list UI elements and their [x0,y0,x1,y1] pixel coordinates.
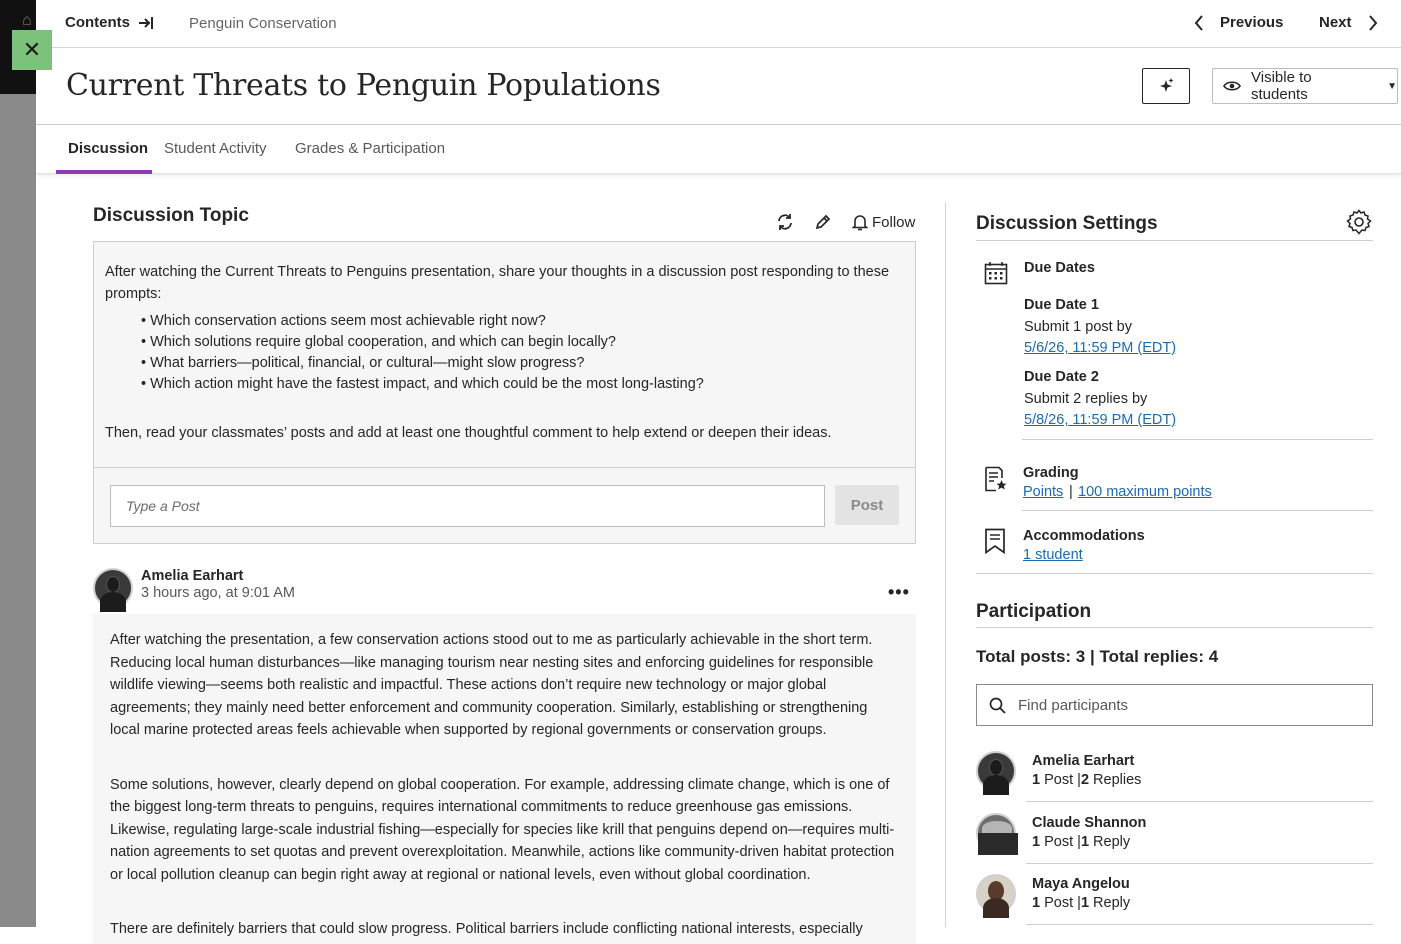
reply-count: 1 [1080,895,1090,911]
divider [1022,439,1373,440]
divider [1026,863,1373,864]
grading-points-link[interactable]: Points [1023,484,1064,500]
list-item: • What barriers—political, financial, or cultural—might slow progress? [141,353,904,374]
participant-row[interactable] [976,874,1373,934]
chevron-left-icon [1194,15,1204,31]
reply-paragraph: There are definitely barriers that could slow progress. Political barriers include conflicting national interests, especially [110,921,863,937]
sparkle-icon [1157,77,1175,95]
avatar-head [989,759,1003,776]
participant-row[interactable] [976,813,1373,873]
reply-count: 1 [1080,834,1090,850]
title-bar [36,48,1401,125]
divider [1026,801,1373,802]
post-count: 1 [1032,895,1041,911]
participation-heading: Participation [976,601,1092,622]
divider [976,240,1373,241]
chevron-right-icon [1368,15,1378,31]
tab-bar [36,125,1401,174]
find-participants-input[interactable] [976,684,1373,726]
top-navigation-bar [36,0,1401,48]
post-label: Post [1044,895,1074,911]
avatar[interactable] [976,813,1016,853]
participant-stats [1032,834,1130,850]
accommodations-link[interactable]: 1 student [1023,547,1083,563]
accommodations-label: Accommodations [1023,528,1145,544]
post-count: 1 [1032,834,1041,850]
topic-card [93,241,916,544]
participant-name[interactable]: Maya Angelou [1032,876,1130,892]
follow-button[interactable] [852,214,915,231]
post-composer [94,467,915,544]
column-divider [945,202,946,927]
list-item: • Which action might have the fastest impact, and which could be the most long-lasting? [141,374,904,395]
discussion-panel [36,0,1401,937]
bookmark-icon [984,528,1006,554]
post-button[interactable]: Post [835,485,899,525]
grading-icon [984,466,1008,492]
topic-intro: After watching the Current Threats to Penguins presentation, share your thoughts in a discussion post responding to these prompts: [105,264,890,302]
separator: | [1069,484,1073,500]
active-tab-indicator [56,170,152,174]
tab-discussion[interactable]: Discussion [68,140,149,157]
separator: | [1077,772,1081,788]
more-options-icon[interactable]: ••• [888,582,910,602]
refresh-icon[interactable] [776,213,794,231]
next-label: Next [1319,14,1352,31]
avatar-body [100,592,126,612]
due-dates-label: Due Dates [1024,260,1095,276]
visibility-label: Visible to students [1251,69,1312,103]
post-count: 1 [1032,772,1041,788]
reply-author[interactable]: Amelia Earhart [141,568,244,584]
reply-paragraph: Some solutions, however, clearly depend on global cooperation. For example, addressing climate change, which is one of the biggest long-term threats to penguins, requires international commitments to reduce greenhouse gas emissions. Likewise, regulating large-scale industrial fishing—especially for species like krill that penguins depend on—requires multi-nation agreements to set quotas and prevent overexploitation. Meanwhile, actions like community-driven habitat protection or local pollution cleanup can begin right away at regional or national levels, even without global coordination. [110,776,895,883]
participant-stats [1032,772,1141,788]
participation-totals: Total posts: 3 | Total replies: 4 [976,647,1219,666]
expand-to-right-icon [138,16,154,30]
next-button[interactable] [1319,14,1378,31]
contents-label: Contents [65,14,130,31]
background-page [0,0,36,927]
search-icon [989,697,1006,714]
post-input[interactable]: Type a Post [110,485,825,527]
tab-student-activity[interactable]: Student Activity [164,140,267,157]
avatar[interactable] [93,568,133,608]
avatar-body [983,898,1009,918]
reply-label: Reply [1093,895,1131,911]
caret-down-icon: ▼ [1387,80,1397,92]
due-date-2-text: Submit 2 replies by [1024,391,1148,407]
post-label: Post [1044,834,1074,850]
due-date-1-label: Due Date 1 [1024,297,1099,313]
post-label: Post [1044,772,1074,788]
due-date-1-text: Submit 1 post by [1024,319,1132,335]
separator: | [1077,834,1081,850]
due-date-2-label: Due Date 2 [1024,369,1099,385]
divider [1026,924,1373,925]
participant-name[interactable]: Claude Shannon [1032,815,1147,831]
previous-label: Previous [1220,14,1284,31]
list-item: • Which solutions require global cooperation, and which can begin locally? [141,332,904,353]
participant-stats [1032,895,1130,911]
topic-toolbar [776,213,915,231]
avatar-photo-scene [978,833,1018,855]
home-icon: ⌂ [22,12,32,29]
avatar-body [983,775,1009,795]
discussion-main [93,205,916,937]
reply-count: 2 [1080,772,1090,788]
page-title: Current Threats to Penguin Populations [66,68,661,103]
topic-prompts [141,311,904,395]
close-panel-button[interactable]: ✕ [12,30,52,70]
tab-grades-participation[interactable]: Grades & Participation [295,140,446,157]
list-item: • Which conservation actions seem most achievable right now? [141,311,904,332]
participant-row[interactable] [976,751,1373,811]
previous-button[interactable] [1194,14,1283,31]
separator: | [1077,895,1081,911]
due-date-1-link[interactable]: 5/6/26, 11:59 PM (EDT) [1024,340,1177,356]
topic-closing: Then, read your classmates’ posts and add at least one thoughtful comment to help extend or deepen their ideas. [105,425,832,441]
avatar[interactable] [976,874,1016,914]
discussion-topic-heading: Discussion Topic [93,205,249,226]
divider [1022,510,1373,511]
reply-paragraph: After watching the presentation, a few conservation actions stood out to me as particularly achievable in the short term. Reducing local human disturbances—like managing tourism near nesting sites and enforcing guidelines for responsible wildlife viewing—seems both realistic and impactful. These actions don’t require new technology or major global agreements; they mainly need better enforcement and community cooperation. Similarly, establishing or strengthening local marine protected areas feels achievable when supported by regional governments or conservation groups. [110,632,874,738]
divider [976,627,1373,628]
gear-icon[interactable] [1346,209,1372,235]
contents-button[interactable] [65,14,154,31]
avatar[interactable] [976,751,1016,791]
reply-label: Reply [1093,834,1131,850]
due-date-2-link[interactable]: 5/8/26, 11:59 PM (EDT) [1024,412,1177,428]
visibility-dropdown[interactable] [1212,68,1398,104]
divider [976,573,1373,574]
bell-icon [852,214,868,231]
grading-max-points-link[interactable]: 100 maximum points [1078,484,1212,500]
avatar-head [106,576,120,593]
search-placeholder: Find participants [1018,696,1129,714]
participant-name[interactable]: Amelia Earhart [1032,753,1135,769]
discussion-settings-heading: Discussion Settings [976,213,1158,234]
eye-icon [1223,80,1241,92]
edit-pencil-icon[interactable] [814,213,832,231]
ai-assist-button[interactable] [1142,68,1190,104]
calendar-icon [984,261,1008,285]
grading-label: Grading [1023,465,1079,481]
reply-label: Replies [1093,772,1142,788]
reply-body [93,614,916,944]
reply-timestamp: 3 hours ago, at 9:01 AM [141,585,295,601]
topic-body [94,242,915,444]
breadcrumb[interactable]: Penguin Conservation [189,15,337,32]
follow-label: Follow [872,213,916,231]
